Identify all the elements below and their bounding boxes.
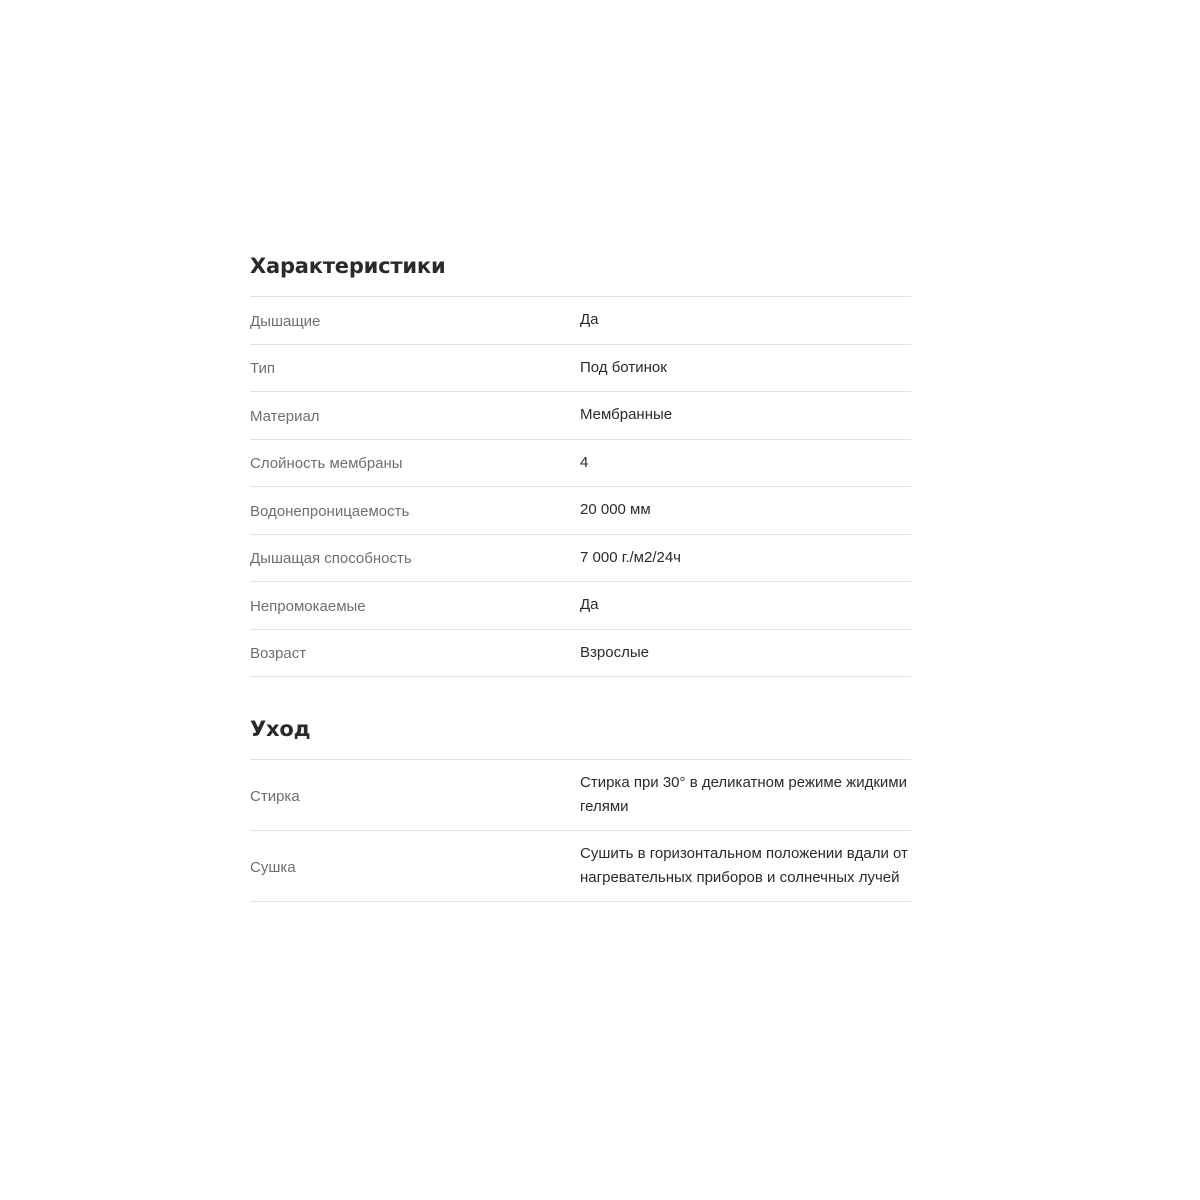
spec-value: Стирка при 30° в деликатном режиме жидкими гелями [580,774,907,815]
spec-row-material [250,392,911,440]
spec-row-water-resistant [250,582,911,630]
spec-row-waterproofness [250,487,911,535]
spec-value: Сушить в горизонтальном положении вдали от нагревательных приборов и солнечных лучей [580,845,908,886]
spec-label: Возраст [250,645,307,663]
spec-label: Слойность мембраны [250,455,403,473]
spec-label: Дышащая способность [250,550,412,568]
spec-row-drying [250,831,911,902]
care-title: Уход [250,717,311,741]
spec-label: Непромокаемые [250,597,366,615]
spec-row-age [250,630,911,678]
spec-value: Взрослые [580,643,649,661]
spec-value: Да [580,311,599,329]
spec-row-membrane-layers [250,440,911,488]
spec-value: 20 000 мм [580,501,651,519]
spec-row-type [250,345,911,393]
spec-label: Дышащие [250,312,321,330]
spec-label: Стирка [250,787,300,805]
spec-value: Да [580,596,599,614]
spec-row-breathable [250,297,911,345]
spec-value: Под ботинок [580,358,667,376]
care-table [250,759,911,902]
spec-label: Водонепроницаемость [250,502,410,520]
spec-row-washing [250,760,911,831]
spec-label: Материал [250,407,320,425]
spec-value: 7 000 г./м2/24ч [580,548,682,566]
characteristics-table [250,296,911,677]
spec-row-breathability [250,535,911,583]
spec-label: Сушка [250,858,296,876]
product-specs [250,252,911,902]
spec-label: Тип [250,360,276,378]
characteristics-title: Характеристики [250,254,446,278]
spec-value: Мембранные [580,406,673,424]
spec-value: 4 [580,453,589,471]
